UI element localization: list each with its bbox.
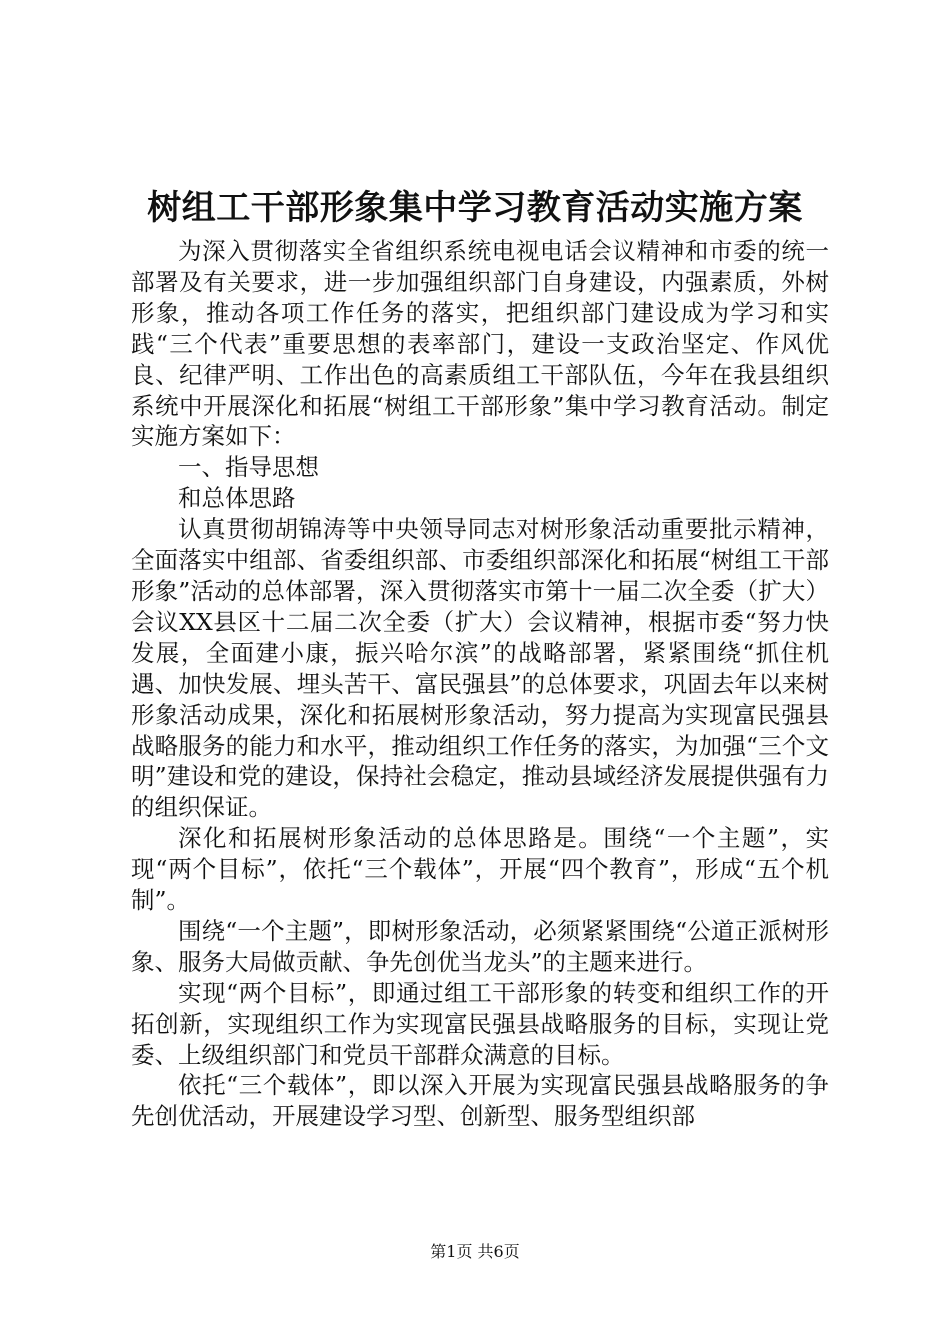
- paragraph-two-goals: 实现“两个目标”，即通过组工干部形象的转变和组织工作的开拓创新，实现组织工作为实现富民强县战略服务的目标，实现让党委、上级组织部门和党员干部群众满意的目标。: [131, 978, 829, 1069]
- paragraph-one-theme: 围绕“一个主题”，即树形象活动，必须紧紧围绕“公道正派树形象、服务大局做贡献、争先创优当龙头”的主题来进行。: [131, 916, 829, 976]
- page-number-footer: 第1页 共6页: [430, 1242, 520, 1261]
- paragraph-intro: 为深入贯彻落实全省组织系统电视电话会议精神和市委的统一部署及有关要求，进一步加强组织部门自身建设，内强素质，外树形象，推动各项工作任务的落实，把组织部门建设成为学习和实践“三个代表”重要思想的表率部门，建设一支政治坚定、作风优良、纪律严明、工作出色的高素质组工干部队伍，今年在我县组织系统中开展深化和拓展“树组工干部形象”集中学习教育活动。制定实施方案如下：: [131, 237, 829, 451]
- document-body: [131, 236, 829, 1132]
- section-heading-guiding-thought: 一、指导思想: [178, 453, 319, 482]
- paragraph-guiding-thought: 认真贯彻胡锦涛等中央领导同志对树形象活动重要批示精神，全面落实中组部、省委组织部、市委组织部深化和拓展“树组工干部形象”活动的总体部署，深入贯彻落实市第十一届二次全委（扩大）会议XX县区十二届二次全委（扩大）会议精神，根据市委“努力快发展，全面建小康，振兴哈尔滨”的战略部署，紧紧围绕“抓住机遇、加快发展、埋头苦干、富民强县”的总体要求，巩固去年以来树形象活动成果，深化和拓展树形象活动，努力提高为实现富民强县战略服务的能力和水平，推动组织工作任务的落实，为加强“三个文明”建设和党的建设，保持社会稳定，推动县域经济发展提供强有力的组织保证。: [131, 515, 829, 822]
- section-heading-overall-approach: 和总体思路: [178, 484, 296, 513]
- paragraph-overall-approach: 深化和拓展树形象活动的总体思路是。围绕“一个主题”，实现“两个目标”，依托“三个载体”，开展“四个教育”，形成“五个机制”。: [131, 824, 829, 915]
- document-title: 树组工干部形象集中学习教育活动实施方案: [147, 188, 803, 228]
- paragraph-three-carriers: 依托“三个载体”，即以深入开展为实现富民强县战略服务的争先创优活动，开展建设学习型、创新型、服务型组织部: [131, 1071, 829, 1131]
